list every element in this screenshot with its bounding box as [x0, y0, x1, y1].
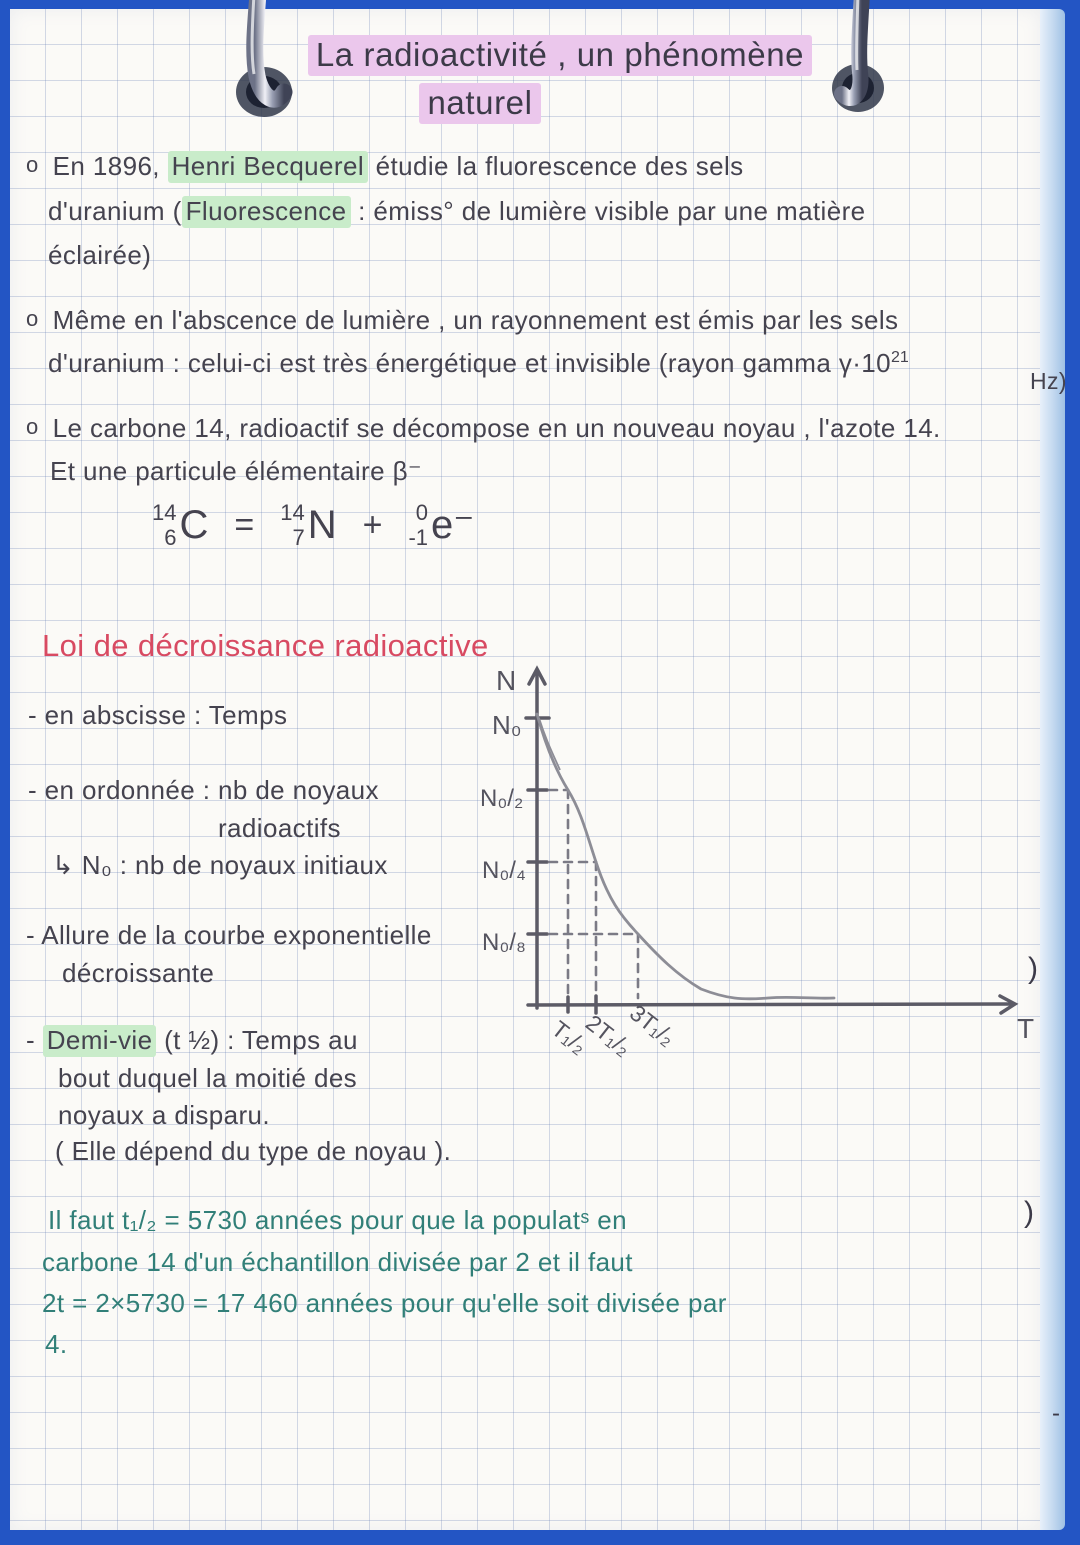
- conclusion-line3: 2t = 2×5730 = 17 460 années pour qu'elle soit divisée par: [42, 1288, 727, 1318]
- y-axis-label: N: [496, 665, 517, 696]
- note-demivie-line4: ( Elle dépend du type de noyau ).: [55, 1136, 452, 1166]
- bullet1-line1: [26, 152, 744, 182]
- note-allure-line1: - Allure de la courbe exponentielle: [26, 920, 432, 950]
- carbon14-nuclide: [152, 500, 208, 551]
- dash: -: [26, 1025, 43, 1055]
- bullet-marker: o: [26, 152, 39, 177]
- note-demivie-line1: [26, 1026, 358, 1056]
- note-ordonnee-line2: radioactifs: [218, 813, 341, 843]
- mass-number: 0: [415, 500, 429, 525]
- nitrogen14-nuclide: [280, 500, 336, 551]
- bullet2-text: Même en l'abscence de lumière , un rayonnement est émis par les sels: [52, 305, 899, 335]
- becquerel-highlight: Henri Becquerel: [168, 151, 368, 183]
- bullet3-text: Le carbone 14, radioactif se décompose en un nouveau noyau , l'azote 14.: [52, 413, 941, 443]
- x-tick-label-2t12: 2T₁/₂: [580, 1009, 637, 1061]
- conclusion-line4: 4.: [45, 1329, 68, 1359]
- electron-particle: [408, 500, 474, 551]
- atomic-number: -1: [408, 525, 429, 551]
- decay-curve-graph: [480, 648, 1040, 1078]
- y-tick-label-n0: N₀: [492, 710, 522, 740]
- note-allure-line2: décroissante: [62, 958, 215, 988]
- fluorescence-highlight: Fluorescence: [182, 196, 351, 228]
- x-axis: [528, 1004, 1012, 1005]
- bullet3-line2: Et une particule élémentaire β⁻: [50, 456, 423, 486]
- note-n0-initial: ↳ N₀ : nb de noyaux initiaux: [52, 850, 388, 880]
- note-demivie-line2: bout duquel la moitié des: [58, 1063, 358, 1093]
- bullet2-line1: [26, 306, 898, 336]
- bullet2-hz-tail: Hz): [1030, 368, 1067, 394]
- section-heading: Loi de décroissance radioactive: [42, 628, 489, 663]
- y-tick-label-n0-2: N₀/₂: [480, 785, 524, 812]
- note-ordonnee-line1: - en ordonnée : nb de noyaux: [28, 775, 379, 805]
- page-title-line2: [360, 84, 600, 122]
- element-symbol: N: [307, 502, 337, 547]
- margin-pen-mark-2: ): [1024, 1196, 1034, 1229]
- atomic-number: 7: [292, 525, 305, 551]
- page-title-line1: [240, 36, 880, 74]
- margin-pen-mark-3: -: [1052, 1400, 1060, 1427]
- x-tick-label-t12: T₁/₂: [546, 1015, 593, 1059]
- demivie-highlight: Demi-vie: [43, 1025, 157, 1057]
- bullet1-text: En 1896,: [52, 151, 168, 181]
- note-demivie-line3: noyaux a disparu.: [58, 1100, 271, 1130]
- x-tick-label-3t12: 3T₁/₂: [624, 999, 681, 1051]
- x-axis-label: T: [1017, 1013, 1035, 1044]
- title-highlight-2: naturel: [419, 83, 540, 124]
- note-abscisse: - en abscisse : Temps: [28, 700, 288, 730]
- mass-number: 14: [152, 500, 177, 525]
- bullet1-line2-text2: : émiss° de lumière visible par une matière: [350, 196, 866, 226]
- bullet-marker: o: [26, 306, 39, 331]
- bullet2-line2-text: d'uranium : celui-ci est très énergétique et invisible (rayon gamma γ·10: [48, 348, 892, 378]
- equals-sign: =: [234, 505, 255, 544]
- exponent-21: 21: [891, 349, 909, 366]
- bullet-marker: o: [26, 414, 39, 439]
- conclusion-line1: Il faut t₁/₂ = 5730 années pour que la populatˢ en: [48, 1205, 627, 1235]
- exponential-decay-curve: [537, 714, 834, 999]
- element-symbol: C: [179, 502, 209, 547]
- conclusion-line2: carbone 14 d'un échantillon divisée par 2 et il faut: [42, 1247, 633, 1277]
- demivie-text: (t ½) : Temps au: [156, 1025, 358, 1055]
- bullet2-line2: [48, 349, 909, 379]
- page-edge-curl: [1040, 9, 1065, 1530]
- margin-pen-mark-1: ): [1028, 952, 1038, 985]
- bullet3-line1: [26, 414, 941, 444]
- element-symbol: e⁻: [431, 503, 475, 548]
- pen-retrace-stroke: [539, 718, 560, 770]
- bullet1-text2: étudie la fluorescence des sels: [368, 151, 744, 181]
- decay-equation: [152, 500, 474, 551]
- title-highlight: La radioactivité , un phénomène: [308, 35, 812, 76]
- mass-number: 14: [280, 500, 305, 525]
- bullet1-line3: éclairée): [48, 240, 152, 270]
- y-tick-label-n0-8: N₀/₈: [482, 929, 526, 956]
- plus-sign: +: [362, 505, 383, 544]
- bullet1-line2-text: d'uranium (: [48, 196, 182, 226]
- bullet1-line2: [48, 197, 866, 227]
- atomic-number: 6: [164, 525, 177, 551]
- y-tick-label-n0-4: N₀/₄: [482, 857, 526, 884]
